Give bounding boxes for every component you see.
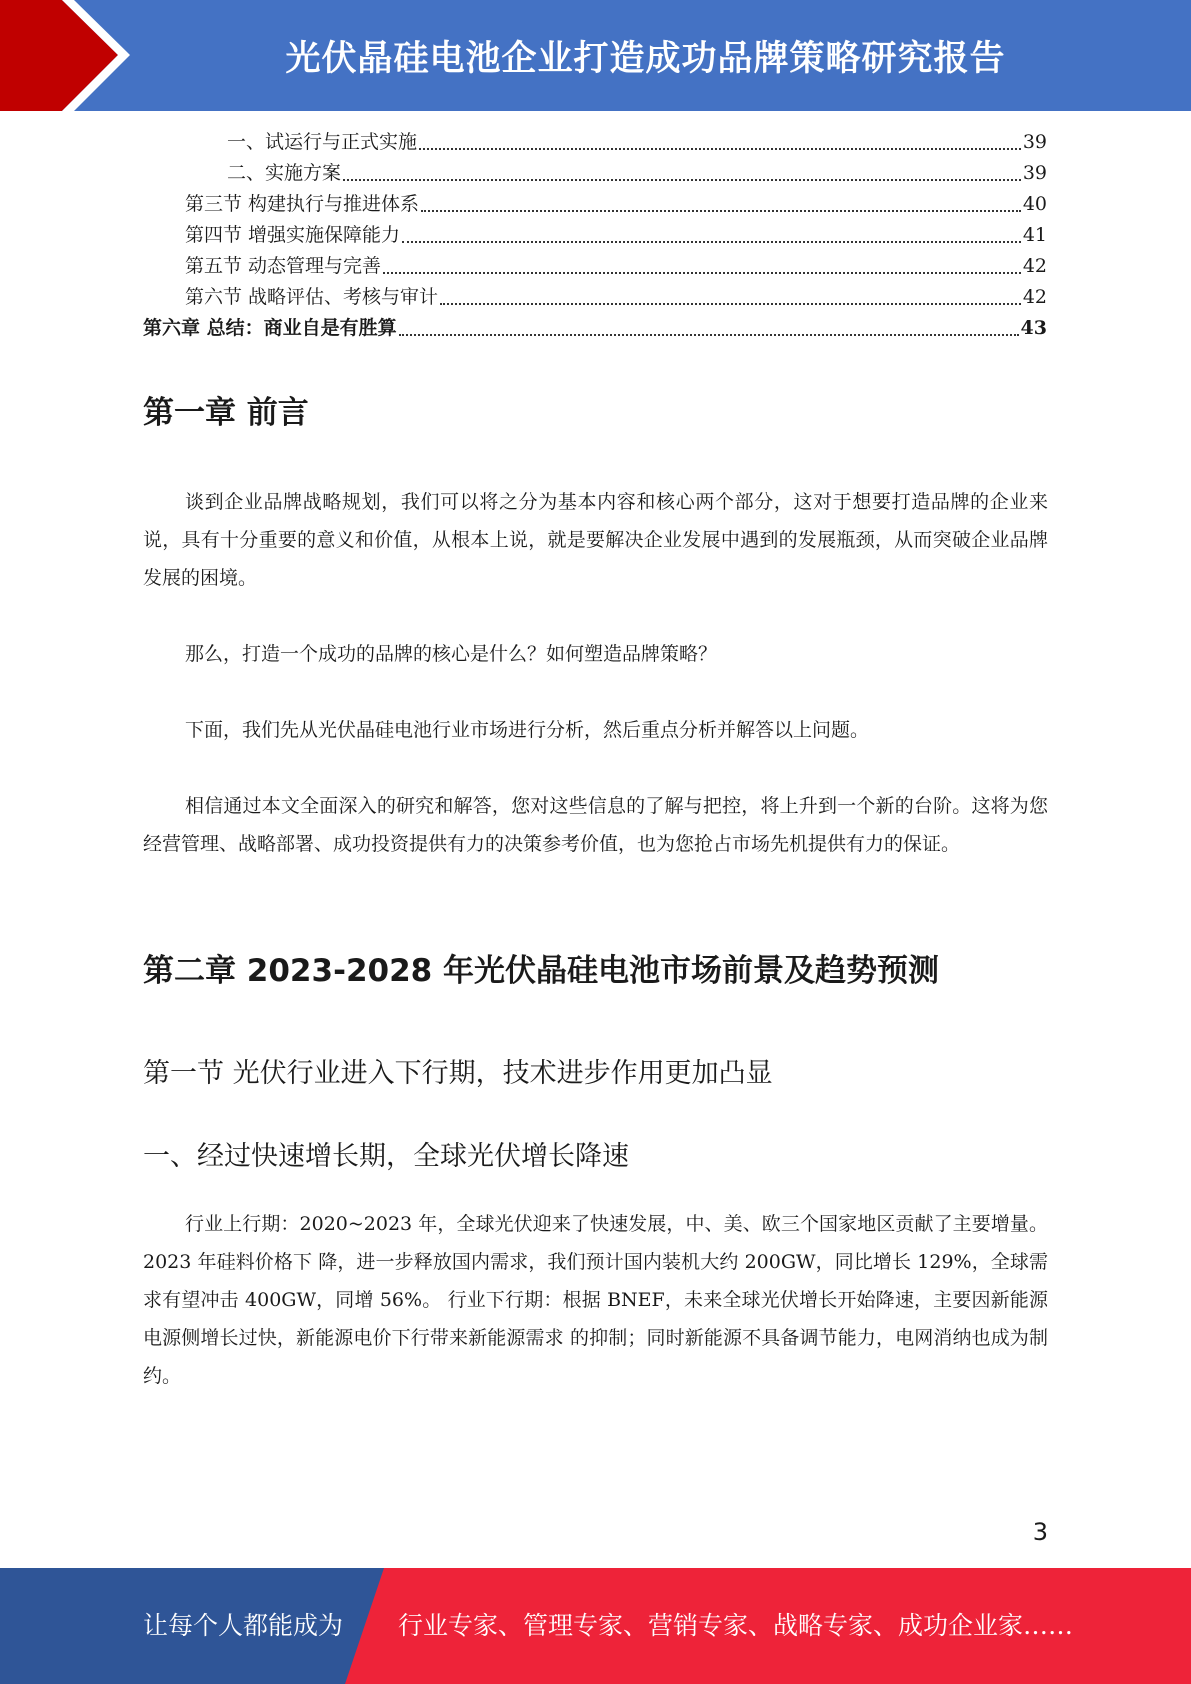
chevron-arrow-icon: [0, 0, 160, 111]
toc-leader-dots: [402, 241, 1021, 243]
toc-item[interactable]: [143, 313, 1047, 344]
subsection-heading: 一、经过快速增长期，全球光伏增长降速: [143, 1141, 629, 1172]
header-banner: [0, 0, 1191, 111]
footer-slogan-right: 行业专家、管理专家、营销专家、战略专家、成功企业家……: [398, 1611, 1074, 1640]
toc-item-label: 一、试运行与正式实施: [227, 131, 418, 153]
footer-banner: [0, 1568, 1191, 1684]
toc-leader-dots: [421, 210, 1021, 212]
toc-item-page: 41: [1022, 224, 1047, 246]
chapter1-paragraph: 谈到企业品牌战略规划，我们可以将之分为基本内容和核心两个部分，这对于想要打造品牌的企业来说，具有十分重要的意义和价值，从根本上说，就是要解决企业发展中遇到的发展瓶颈，从而突破企业品牌发展的困境。: [143, 491, 1048, 589]
toc-item-label: 第六节 战略评估、考核与审计: [185, 286, 439, 308]
toc-item-label: 第四节 增强实施保障能力: [185, 224, 401, 246]
report-title: 光伏晶硅电池企业打造成功品牌策略研究报告: [285, 38, 1006, 79]
page-number: 3: [1032, 1518, 1048, 1546]
chapter2-paragraph: 行业上行期：2020~2023 年，全球光伏迎来了快速发展，中、美、欧三个国家地区贡献了主要增量。2023 年硅料价格下 降，进一步释放国内需求，我们预计国内装机大约 200GW，同比增长 129%，全球需求有望冲击 400GW，同增 56%。 行业下行期：根据 BNEF，未来全球光伏增长开始降速，主要因新能源电源侧增长过快，新能源电价下行带来新能源需求 的抑制；同时新能源不具备调节能力，电网消纳也成为制约。: [143, 1213, 1048, 1387]
chapter2-heading: 第二章 2023-2028 年光伏晶硅电池市场前景及趋势预测: [143, 953, 940, 989]
toc-item-page: 40: [1022, 193, 1047, 215]
toc-item-page: 42: [1022, 286, 1047, 308]
chapter1-paragraph: 相信通过本文全面深入的研究和解答，您对这些信息的了解与把控，将上升到一个新的台阶。这将为您经营管理、战略部署、成功投资提供有力的决策参考价值，也为您抢占市场先机提供有力的保证。: [143, 795, 1048, 855]
toc-item-page: 39: [1022, 162, 1047, 184]
chapter1-paragraph: 那么，打造一个成功的品牌的核心是什么？如何塑造品牌策略？: [185, 643, 718, 665]
toc-item[interactable]: [227, 127, 1047, 158]
toc-item[interactable]: [185, 189, 1047, 220]
toc-leader-dots: [440, 303, 1021, 305]
toc-item-page: 39: [1022, 131, 1047, 153]
toc-item[interactable]: [185, 220, 1047, 251]
chapter1-heading: 第一章 前言: [143, 395, 309, 431]
toc-item[interactable]: [227, 158, 1047, 189]
toc-leader-dots: [343, 179, 1021, 181]
chapter1-paragraph: 下面，我们先从光伏晶硅电池行业市场进行分析，然后重点分析并解答以上问题。: [185, 719, 870, 741]
footer-slogan-left: 让每个人都能成为: [143, 1611, 344, 1640]
toc-item-label: 二、实施方案: [227, 162, 342, 184]
toc-item[interactable]: [185, 282, 1047, 313]
toc-item-page: 43: [1020, 317, 1047, 339]
toc-item-label: 第五节 动态管理与完善: [185, 255, 382, 277]
section-heading: 第一节 光伏行业进入下行期，技术进步作用更加凸显: [143, 1058, 773, 1089]
toc-item-label: 第六章 总结：商业自是有胜算: [143, 317, 397, 339]
toc-item[interactable]: [185, 251, 1047, 282]
toc-leader-dots: [399, 334, 1019, 336]
toc-item-label: 第三节 构建执行与推进体系: [185, 193, 420, 215]
toc-leader-dots: [419, 148, 1021, 150]
toc-item-page: 42: [1022, 255, 1047, 277]
toc-leader-dots: [383, 272, 1021, 274]
